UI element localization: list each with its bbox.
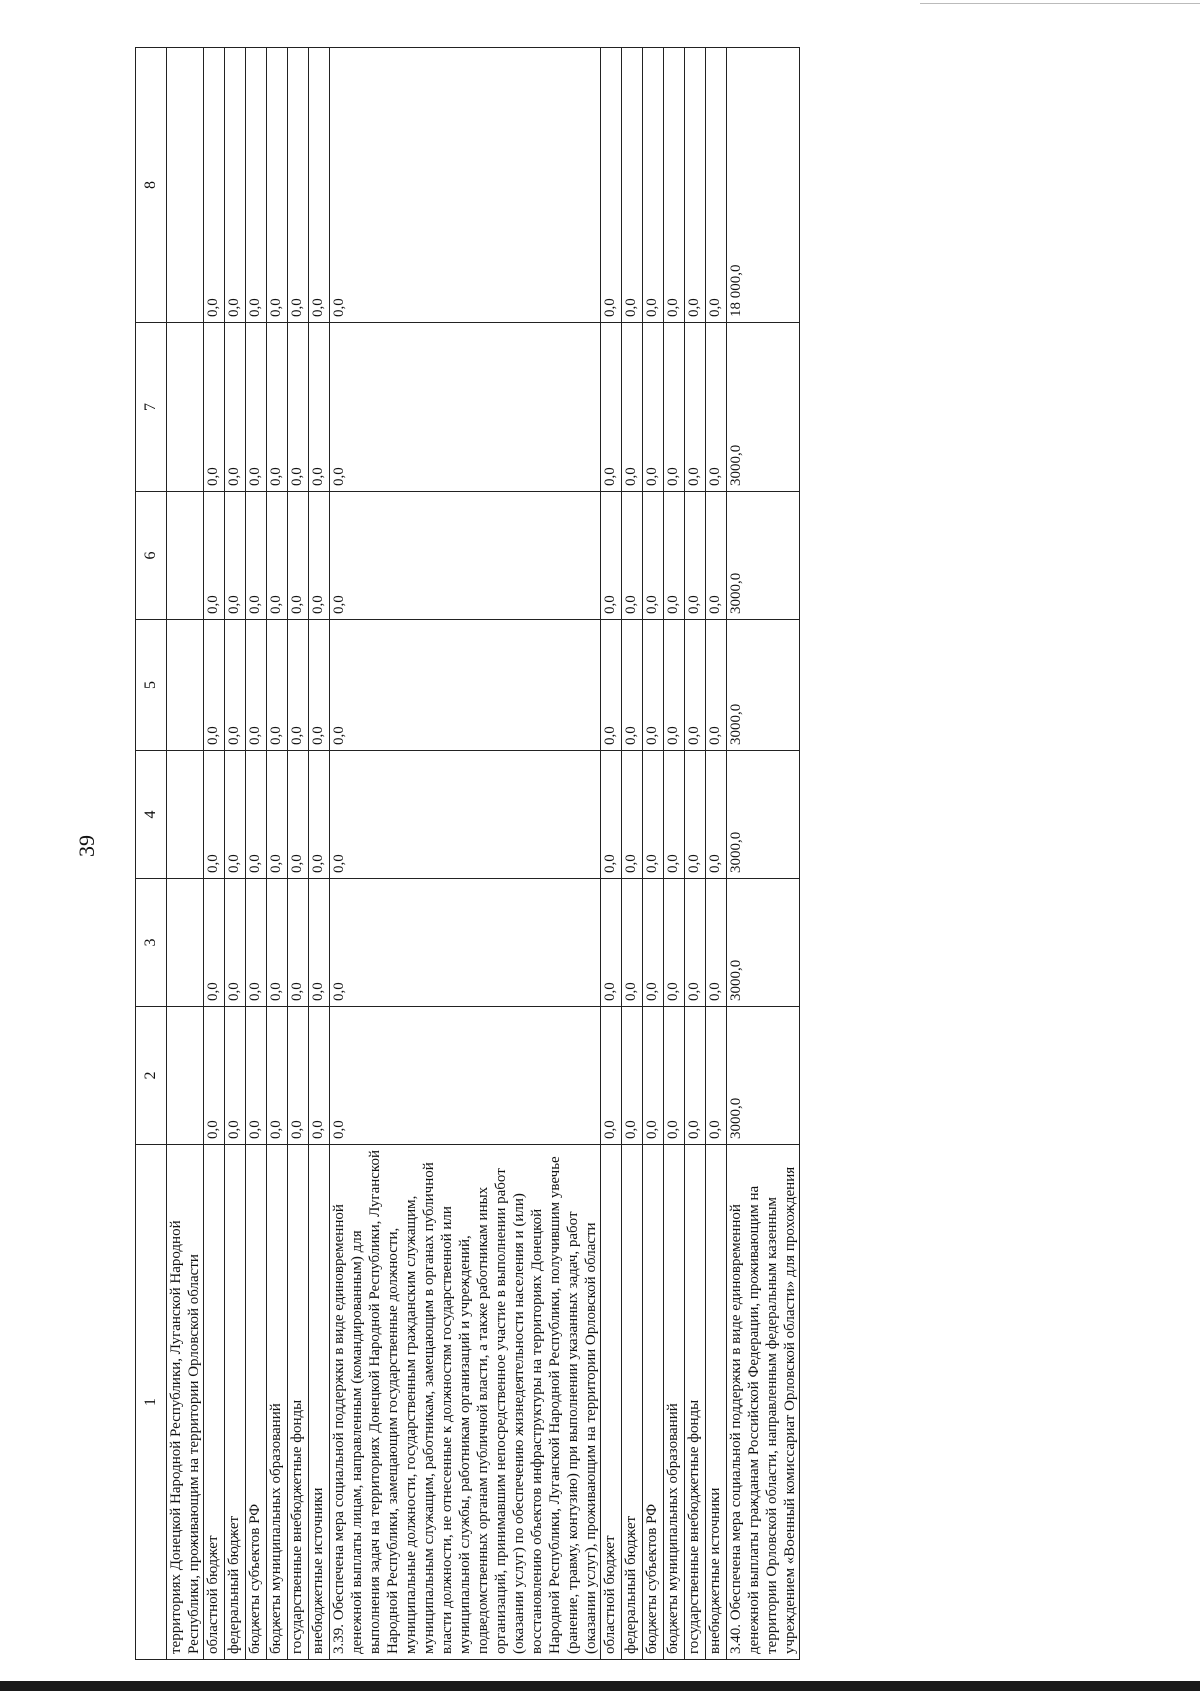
row-label: федеральный бюджет [622,1145,643,1660]
value-cell: 0,0 [622,48,643,323]
value-cell: 0,0 [622,1007,643,1145]
value-cell: 0,0 [664,1007,685,1145]
value-cell: 0,0 [288,879,309,1007]
value-cell: 0,0 [225,879,246,1007]
value-cell: 0,0 [643,751,664,879]
col-header-4: 4 [136,751,167,879]
table-row [664,48,685,1660]
row-label: 3.40. Обеспечена мера социальной поддержки в виде единовременной денежной выплаты гражданам Российской Федерации, проживающим на территории Орловской области, направленным федеральным казенным учреждением «Военный комиссариат Орловской области» для прохождения [727,1145,800,1660]
value-cell: 0,0 [664,879,685,1007]
value-cell: 0,0 [664,751,685,879]
value-cell: 0,0 [204,48,225,323]
col-header-3: 3 [136,879,167,1007]
scan-bottom-edge [0,1681,1200,1691]
value-cell: 0,0 [664,620,685,751]
table-row [622,48,643,1660]
value-cell: 0,0 [622,751,643,879]
budget-table [135,47,800,1660]
value-cell: 0,0 [622,323,643,492]
value-cell: 0,0 [330,323,601,492]
value-cell: 0,0 [330,492,601,620]
col-header-8: 8 [136,48,167,323]
value-cell: 0,0 [664,48,685,323]
value-cell: 0,0 [267,1007,288,1145]
row-label: внебюджетные источники [309,1145,330,1660]
value-cell: 0,0 [204,323,225,492]
table-row [204,48,225,1660]
value-cell: 0,0 [267,879,288,1007]
row-label: внебюджетные источники [706,1145,727,1660]
value-cell: 0,0 [225,492,246,620]
value-cell [167,323,204,492]
value-cell [167,1007,204,1145]
col-header-6: 6 [136,492,167,620]
value-cell: 0,0 [706,620,727,751]
row-label: территориях Донецкой Народной Республики, Луганской Народной Республики, проживающим на территории Орловской области [167,1145,204,1660]
row-label: 3.39. Обеспечена мера социальной поддержки в виде единовременной денежной выплаты лицам, направленным (командированным) для выполнения задач на территориях Донецкой Народной Республики, Луганской Народной Республики, замещающим государственные должности, муниципальные должности, государственным гражданским служащим, муниципальным служащим, работникам, замещающим в органах публичной власти должности, не отнесенные к должностям государственной или муниципальной службы, работникам организаций и учреждений, подведомственных органам публичной власти, а также работникам иных организаций, принимавшим непосредственное участие в выполнении работ (оказании услуг) по обеспечению жизнедеятельности населения и (или) восстановлению объектов инфраструктуры на территориях Донецкой Народной Республики, Луганской Народной Республики, получившим увечье (ранение, травму, контузию) при выполнении указанных задач, работ (оказании услуг), проживающим на территории Орловской области [330,1145,601,1660]
row-label: областной бюджет [204,1145,225,1660]
value-cell: 0,0 [601,751,622,879]
value-cell: 0,0 [664,492,685,620]
table-row [706,48,727,1660]
value-cell: 0,0 [225,620,246,751]
value-cell: 0,0 [685,1007,706,1145]
row-label: бюджеты субъектов РФ [246,1145,267,1660]
value-cell: 0,0 [246,48,267,323]
table-row [309,48,330,1660]
table-row [267,48,288,1660]
page-number: 39 [74,835,99,857]
value-cell: 0,0 [330,751,601,879]
value-cell: 0,0 [309,751,330,879]
table-row [167,48,204,1660]
value-cell: 0,0 [685,48,706,323]
value-cell: 0,0 [246,1007,267,1145]
table-row [727,48,800,1660]
value-cell: 0,0 [288,492,309,620]
value-cell: 0,0 [267,751,288,879]
value-cell: 0,0 [685,323,706,492]
value-cell: 0,0 [288,620,309,751]
value-cell: 0,0 [309,492,330,620]
value-cell: 0,0 [601,48,622,323]
value-cell: 3000,0 [727,620,800,751]
row-label: федеральный бюджет [225,1145,246,1660]
value-cell: 0,0 [267,492,288,620]
value-cell: 0,0 [622,492,643,620]
value-cell: 0,0 [309,1007,330,1145]
value-cell: 0,0 [685,879,706,1007]
value-cell: 0,0 [309,620,330,751]
value-cell: 0,0 [267,620,288,751]
value-cell: 0,0 [685,751,706,879]
scan-edge-line [920,3,1200,4]
value-cell: 0,0 [225,323,246,492]
value-cell: 0,0 [643,323,664,492]
value-cell: 3000,0 [727,751,800,879]
value-cell: 0,0 [601,323,622,492]
table-row [288,48,309,1660]
value-cell: 3000,0 [727,492,800,620]
value-cell: 0,0 [309,879,330,1007]
value-cell: 0,0 [685,492,706,620]
value-cell: 0,0 [601,492,622,620]
value-cell: 0,0 [309,323,330,492]
value-cell: 0,0 [225,751,246,879]
value-cell: 0,0 [622,879,643,1007]
value-cell: 0,0 [267,48,288,323]
value-cell: 0,0 [225,1007,246,1145]
value-cell: 0,0 [246,323,267,492]
value-cell: 0,0 [601,620,622,751]
value-cell [167,48,204,323]
col-header-1: 1 [136,1145,167,1660]
table-row [246,48,267,1660]
value-cell [167,751,204,879]
table-row [225,48,246,1660]
value-cell: 0,0 [601,1007,622,1145]
value-cell: 0,0 [288,751,309,879]
rotated-page [135,48,1135,1660]
value-cell: 0,0 [706,492,727,620]
value-cell: 0,0 [643,492,664,620]
value-cell: 0,0 [643,879,664,1007]
value-cell: 0,0 [330,48,601,323]
value-cell [167,492,204,620]
value-cell: 0,0 [267,323,288,492]
table-row [643,48,664,1660]
value-cell: 0,0 [664,323,685,492]
value-cell: 0,0 [246,879,267,1007]
table-row [685,48,706,1660]
row-label: государственные внебюджетные фонды [288,1145,309,1660]
col-header-5: 5 [136,620,167,751]
value-cell: 0,0 [643,1007,664,1145]
row-label: государственные внебюджетные фонды [685,1145,706,1660]
value-cell: 0,0 [288,323,309,492]
header-row [136,48,167,1660]
value-cell: 3000,0 [727,323,800,492]
value-cell: 0,0 [685,620,706,751]
col-header-7: 7 [136,323,167,492]
value-cell: 0,0 [330,620,601,751]
value-cell: 0,0 [225,48,246,323]
row-label: областной бюджет [601,1145,622,1660]
value-cell: 0,0 [204,620,225,751]
value-cell: 3000,0 [727,1007,800,1145]
value-cell: 0,0 [288,1007,309,1145]
value-cell: 0,0 [204,879,225,1007]
row-label: бюджеты субъектов РФ [643,1145,664,1660]
row-label: бюджеты муниципальных образований [664,1145,685,1660]
value-cell: 0,0 [706,323,727,492]
value-cell: 0,0 [309,48,330,323]
table-row [601,48,622,1660]
value-cell: 3000,0 [727,879,800,1007]
value-cell: 0,0 [204,751,225,879]
value-cell: 0,0 [622,620,643,751]
value-cell: 0,0 [288,48,309,323]
value-cell: 0,0 [246,620,267,751]
value-cell: 0,0 [706,48,727,323]
value-cell: 0,0 [643,48,664,323]
value-cell: 0,0 [246,492,267,620]
col-header-2: 2 [136,1007,167,1145]
value-cell: 0,0 [246,751,267,879]
row-label: бюджеты муниципальных образований [267,1145,288,1660]
value-cell [167,620,204,751]
value-cell: 0,0 [706,879,727,1007]
value-cell [167,879,204,1007]
value-cell: 0,0 [706,751,727,879]
value-cell: 0,0 [706,1007,727,1145]
value-cell: 0,0 [601,879,622,1007]
value-cell: 0,0 [643,620,664,751]
table-body [167,48,800,1660]
value-cell: 0,0 [204,1007,225,1145]
value-cell: 0,0 [204,492,225,620]
value-cell: 0,0 [330,1007,601,1145]
value-cell: 18 000,0 [727,48,800,323]
table-row [330,48,601,1660]
value-cell: 0,0 [330,879,601,1007]
